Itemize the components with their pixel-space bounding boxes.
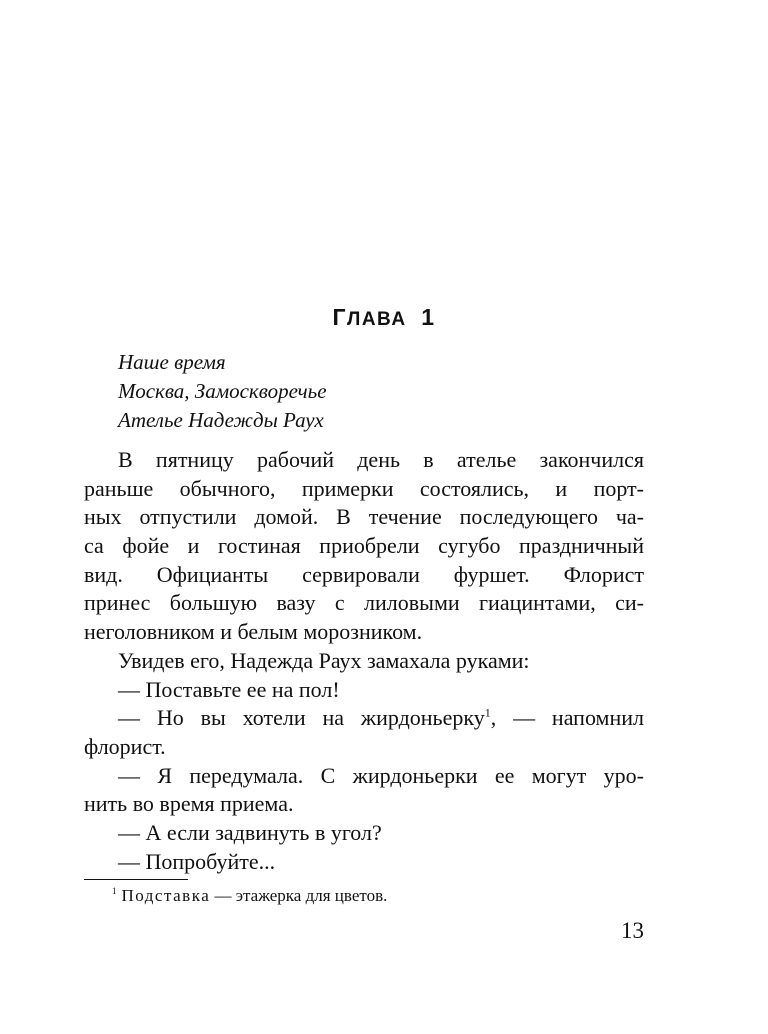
text-line: — А если задвинуть в угол?	[118, 819, 382, 845]
chapter-label-rest: ЛАВА	[347, 309, 407, 330]
epigraph	[118, 348, 327, 435]
text-line: принес большую вазу с лиловыми гиацинтами, си-	[84, 590, 644, 616]
text-line: неголовником и белым морозником.	[84, 619, 423, 645]
footnote-text: — этажерка для цветов.	[210, 886, 388, 905]
epigraph-line: Москва, Замоскворечье	[118, 379, 327, 403]
text-line: са фойе и гостиная приобрели сугубо праздничный	[84, 533, 644, 559]
footnote	[112, 886, 387, 906]
text-line: В пятницу рабочий день в ателье закончился	[118, 447, 644, 472]
epigraph-line: Ателье Надежды Раух	[118, 408, 324, 432]
chapter-heading	[0, 304, 768, 331]
text-line: флорист.	[84, 733, 166, 759]
dialogue-fragment: , — напомнил	[490, 705, 644, 731]
body-text	[84, 446, 644, 876]
text-line: нить во время приема.	[84, 791, 294, 817]
text-line: Увидев его, Надежда Раух замахала руками:	[118, 647, 530, 673]
chapter-number: 1	[421, 304, 436, 330]
footnote-term: Подставка	[121, 886, 211, 905]
text-line: — Попробуйте...	[118, 848, 276, 874]
text-line: вид. Официанты сервировали фуршет. Флорист	[84, 561, 644, 587]
footnote-mark: 1	[112, 886, 117, 897]
text-line: ных отпустили домой. В течение последующего ча-	[84, 504, 644, 530]
chapter-label-cap: Г	[332, 304, 347, 330]
text-line: раньше обычного, примерки состоялись, и порт-	[84, 475, 644, 501]
page-number: 13	[621, 918, 644, 943]
text-line	[84, 704, 644, 733]
text-line: — Я передумала. С жирдоньерки ее могут уро-	[118, 762, 644, 788]
dialogue-fragment: — Но вы хотели на жирдоньерку	[118, 705, 485, 731]
text-line: — Поставьте ее на пол!	[118, 676, 340, 702]
epigraph-line: Наше время	[118, 350, 226, 374]
footnote-reference: 1	[484, 705, 491, 720]
footnote-divider	[84, 879, 188, 880]
